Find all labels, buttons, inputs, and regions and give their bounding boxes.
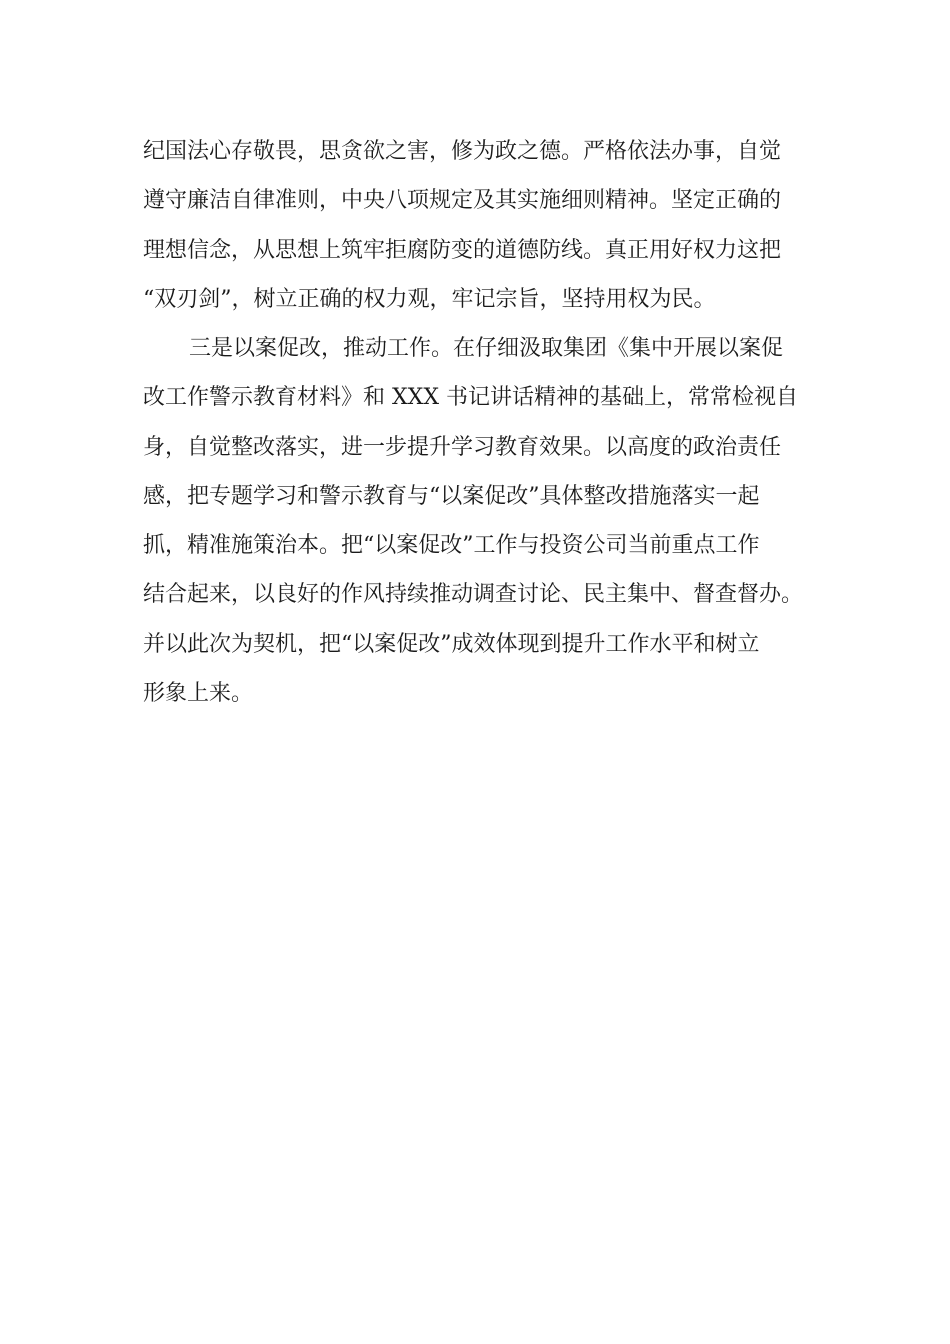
text-line: 改工作警示教育材料》和 XXX 书记讲话精神的基础上，常常检视自 (143, 385, 798, 410)
text-line: “双刃剑”，树立正确的权力观，牢记宗旨，坚持用权为民。 (143, 287, 716, 312)
paragraph-first-line: 三是以案促改，推动工作。在仔细汲取集团《集中开展以案促 (189, 336, 784, 361)
text-line: 理想信念，从思想上筑牢拒腐防变的道德防线。真正用好权力这把 (143, 238, 782, 263)
text-line: 形象上来。 (143, 681, 254, 706)
text-line: 结合起来，以良好的作风持续推动调查讨论、民主集中、督查督办。 (143, 582, 804, 607)
text-line: 感，把专题学习和警示教育与“以案促改”具体整改措施落实一起 (143, 484, 760, 509)
text-line: 纪国法心存敬畏，思贪欲之害，修为政之德。严格依法办事，自觉 (143, 139, 782, 164)
text-line: 身，自觉整改落实，进一步提升学习教育效果。以高度的政治责任 (143, 435, 782, 460)
text-line: 抓，精准施策治本。把“以案促改”工作与投资公司当前重点工作 (143, 533, 760, 558)
text-line: 遵守廉洁自律准则，中央八项规定及其实施细则精神。坚定正确的 (143, 188, 782, 213)
text-line: 并以此次为契机，把“以案促改”成效体现到提升工作水平和树立 (143, 632, 760, 657)
